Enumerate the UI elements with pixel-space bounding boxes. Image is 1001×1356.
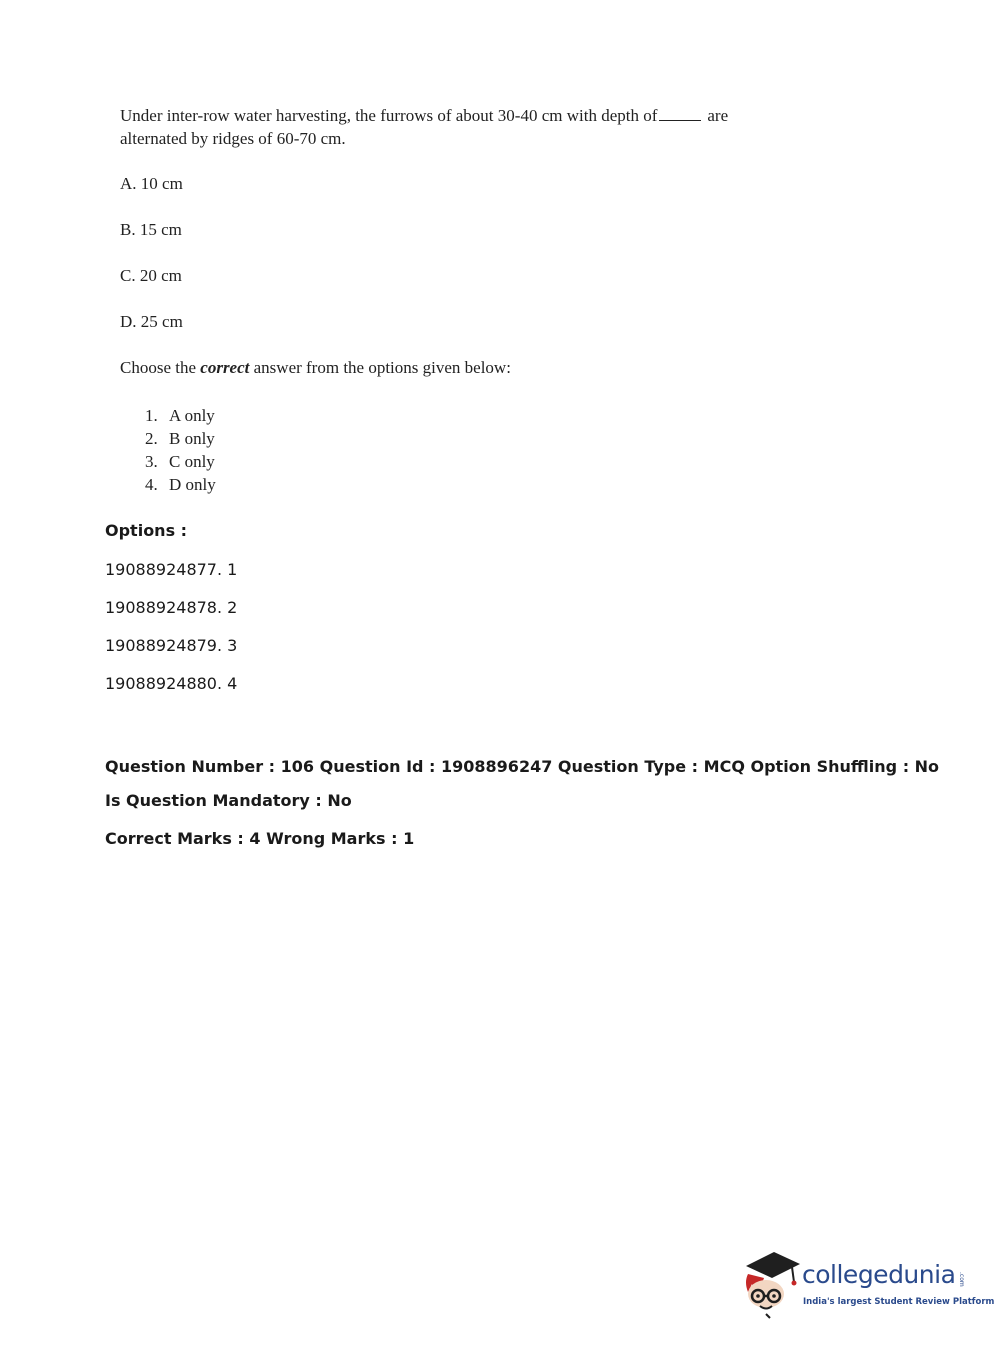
- options-heading: Options :: [105, 521, 188, 540]
- option-id-2: 19088924878. 2: [105, 598, 238, 617]
- option-id-1: 19088924877. 1: [105, 560, 238, 579]
- choose-emphasis: correct: [200, 358, 250, 377]
- list-text: D only: [169, 475, 216, 494]
- student-mascot-icon: [740, 1248, 804, 1320]
- choose-prefix: Choose the: [120, 358, 197, 377]
- answer-blank: [659, 120, 701, 121]
- list-text: C only: [169, 452, 215, 471]
- collegedunia-logo: [740, 1248, 995, 1320]
- list-number: 3.: [145, 452, 158, 471]
- list-item: [145, 450, 216, 473]
- list-item: [145, 404, 216, 427]
- question-text-part3: alternated by ridges of 60-70 cm.: [120, 129, 346, 148]
- list-number: 1.: [145, 406, 158, 425]
- question-text: [120, 104, 760, 150]
- option-id-3: 19088924879. 3: [105, 636, 238, 655]
- question-meta-line1: Question Number : 106 Question Id : 1908896247 Question Type : MCQ Option Shuffling : No: [105, 757, 940, 776]
- option-d: D. 25 cm: [120, 312, 183, 331]
- list-number: 2.: [145, 429, 158, 448]
- question-text-part2: are: [707, 106, 729, 125]
- logo-tagline: India's largest Student Review Platform: [803, 1297, 995, 1307]
- option-b: B. 15 cm: [120, 220, 182, 239]
- list-text: B only: [169, 429, 215, 448]
- question-text-part1: Under inter-row water harvesting, the furrows of about 30-40 cm with depth of: [120, 106, 658, 125]
- list-item: [145, 427, 216, 450]
- choose-instruction: [120, 358, 511, 378]
- question-meta-line2: Is Question Mandatory : No: [105, 791, 352, 810]
- list-item: [145, 473, 216, 496]
- answer-list: [145, 404, 216, 496]
- question-meta-line3: Correct Marks : 4 Wrong Marks : 1: [105, 829, 415, 848]
- list-number: 4.: [145, 475, 158, 494]
- option-id-4: 19088924880. 4: [105, 674, 238, 693]
- logo-name: collegedunia: [802, 1260, 956, 1289]
- logo-suffix: .com: [958, 1272, 965, 1287]
- choose-suffix: answer from the options given below:: [253, 358, 511, 377]
- list-text: A only: [169, 406, 215, 425]
- option-a: A. 10 cm: [120, 174, 183, 193]
- option-c: C. 20 cm: [120, 266, 182, 285]
